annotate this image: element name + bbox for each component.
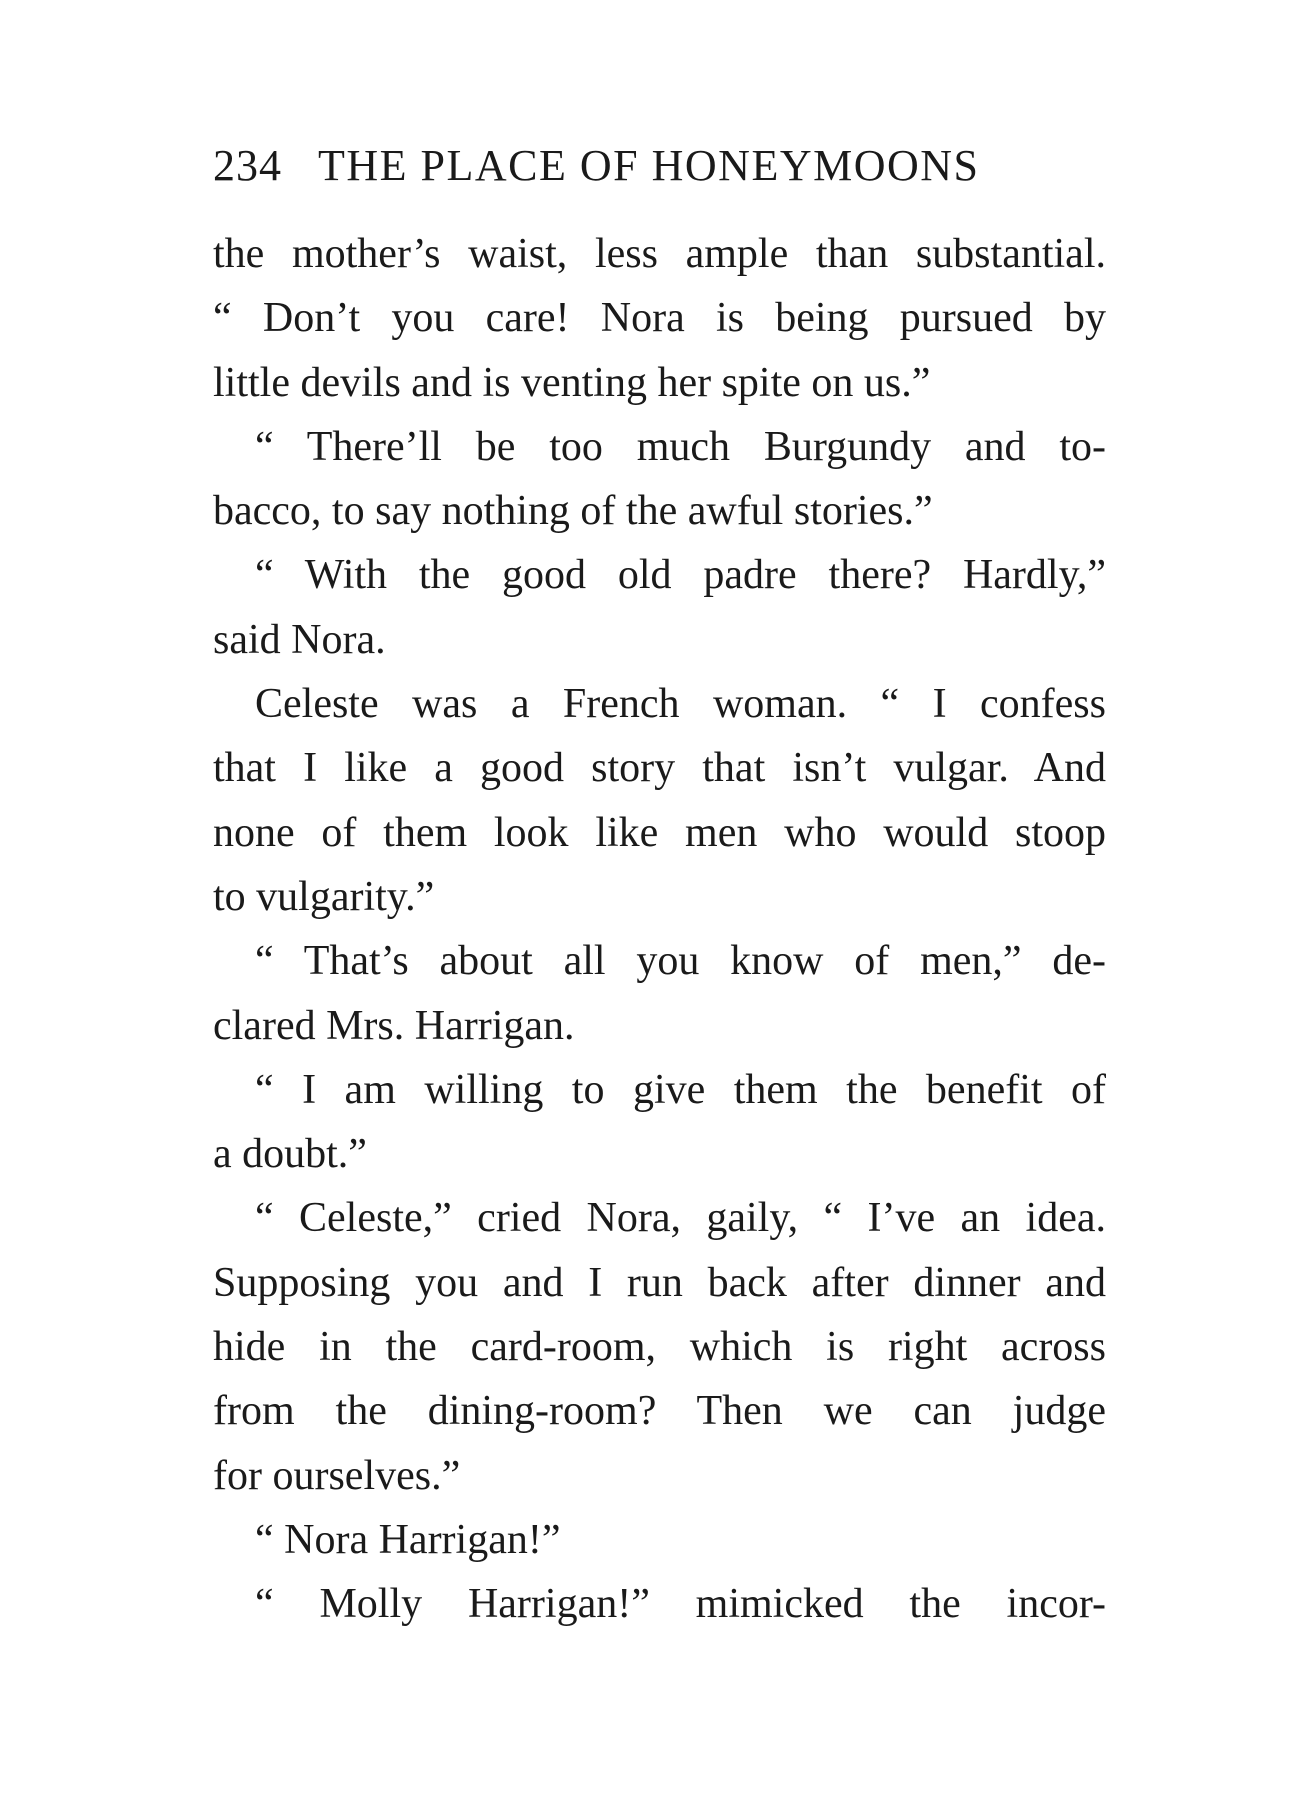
text-line: “ Celeste,” cried Nora, gaily, “ I’ve an idea. bbox=[255, 1195, 1106, 1242]
text-line: to vulgarity.” bbox=[213, 873, 435, 920]
text-line: from the dining-room? Then we can judge bbox=[213, 1388, 1106, 1435]
text-line: little devils and is venting her spite on us.” bbox=[213, 359, 931, 406]
text-line: none of them look like men who would stoop bbox=[213, 809, 1106, 856]
text-line: “ Nora Harrigan!” bbox=[255, 1516, 561, 1563]
text-line: “ With the good old padre there? Hardly,” bbox=[255, 552, 1106, 599]
text-line: “ That’s about all you know of men,” de- bbox=[255, 938, 1106, 985]
text-line: “ I am willing to give them the benefit of bbox=[255, 1066, 1106, 1113]
text-line: that I like a good story that isn’t vulgar. And bbox=[213, 745, 1106, 792]
text-line: said Nora. bbox=[213, 616, 386, 663]
text-line: for ourselves.” bbox=[213, 1452, 461, 1499]
text-line: hide in the card-room, which is right across bbox=[213, 1324, 1106, 1371]
page-number: 234 bbox=[213, 141, 282, 190]
text-line: clared Mrs. Harrigan. bbox=[213, 1002, 575, 1049]
text-line: “ Molly Harrigan!” mimicked the incor- bbox=[255, 1581, 1106, 1628]
text-line: “ Don’t you care! Nora is being pursued by bbox=[213, 295, 1106, 342]
body-text bbox=[213, 222, 1106, 1637]
text-line: Celeste was a French woman. “ I confess bbox=[255, 681, 1106, 728]
text-line: Supposing you and I run back after dinner and bbox=[213, 1259, 1106, 1306]
text-line: bacco, to say nothing of the awful stories.” bbox=[213, 488, 933, 535]
text-line: “ There’ll be too much Burgundy and to- bbox=[255, 423, 1106, 470]
text-line: the mother’s waist, less ample than substantial. bbox=[213, 231, 1106, 277]
running-head bbox=[213, 136, 1106, 196]
text-line: a doubt.” bbox=[213, 1131, 367, 1178]
running-title: THE PLACE OF HONEYMOONS bbox=[318, 141, 980, 190]
